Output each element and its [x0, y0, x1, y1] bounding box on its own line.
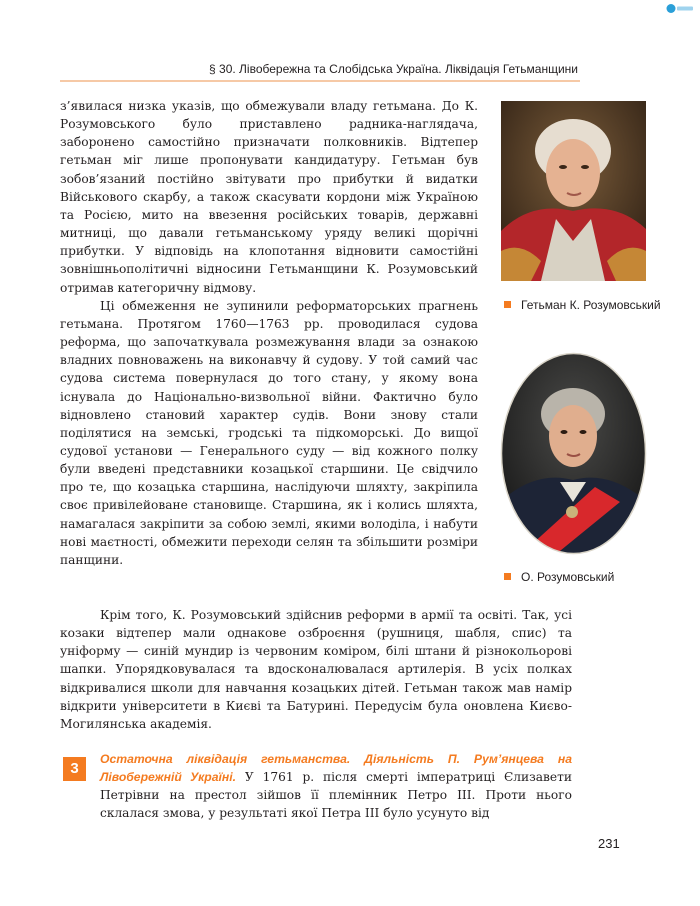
section-text: У 1761 р. після смерті імператриці Єлизавети Петрівни на престол зійшов її племінник Петро III. Проти нього склалася змова, у результаті якої Петра III було усунуто від [100, 770, 572, 821]
section-number-badge: 3 [63, 757, 86, 781]
paragraph-3: Крім того, К. Розумовський здійснив реформи в армії та освіті. Так, усі козаки відтепер мали однакове озброєння (рушниця, шабля, спис) та уніформу — синій мундир із червоним коміром, білі штани й різнокольорові шапки. Упорядковувалася та вдосконалювалася артилерія. В усіх полках відкривалися школи для навчання козацьких дітей. Гетьман також мав намір відкрити університети в Києві та Батурині. Передусім була оновлена Києво-Могилянська академія. [60, 608, 572, 731]
header-rule [60, 80, 580, 82]
wide-text-block [60, 606, 572, 733]
bullet-square-icon [504, 573, 511, 580]
caption-text: Гетьман К. Розумовський [521, 298, 661, 312]
caption-portrait-2 [504, 569, 694, 586]
caption-portrait-1 [504, 297, 694, 314]
portrait-k-rozumovsky [501, 101, 646, 281]
paragraph-1: з’явилася низка указів, що обмежували владу гетьмана. До К. Розумовського було приставлено радника-наглядача, заборонено самостійно призначати полковників. Відтепер гетьман міг лише пропонувати кандидатуру. Гетьман був зобов’язаний постійно звітувати про прибутки й видатки Військового скарбу, а також скасувати кордони між Україною та Росією, мито на ввезення російських товарів, державні митниці, що давали гетьманському уряду великі щорічні прибутки. У відповідь на клопотання відновити самостійні зовнішньополітичні відносини Гетьманщини К. Розумовський отримав категоричну відмову. [60, 99, 478, 295]
main-text-column [60, 97, 478, 569]
running-head: § 30. Лівобережна та Слобідська Україна. Ліквідація Гетьманщини [209, 62, 578, 76]
portrait-o-rozumovsky [500, 352, 647, 555]
section-3-block [100, 750, 572, 823]
paragraph-2: Ці обмеження не зупинили реформаторських прагнень гетьмана. Протягом 1760—1763 рр. проводилася судова реформа, що започаткувала розмежування влади за ознакою владних повноважень на виконавчу й судову. У той самий час судова система повернулася до того стану, у якому вона існувала до Національно-визвольної війни. Фактично було відновлено становий характер судів. Вони знову стали поділятися на земські, гродські та підкоморські. До вищої судової установи — Генерального суду — від кожного полку були введені представники козацької старшини. Це свідчило про те, що козацька старшина, наслідуючи шляхту, закріпила своє привілейоване становище. Старшина, як і колись шляхта, намагалася закріпити за собою землі, якими володіла, і набути нові маєтності, обмежити переходи селян та збільшити розміри панщини. [60, 298, 478, 567]
section-heading: Остаточна ліквідація гетьманства. Діяльність П. Рум’янцева на Лівобережній Україні. [100, 752, 572, 785]
publisher-logo-icon [666, 3, 694, 14]
bullet-square-icon [504, 301, 511, 308]
caption-text: О. Розумовський [521, 570, 615, 584]
page-number: 231 [598, 836, 620, 851]
